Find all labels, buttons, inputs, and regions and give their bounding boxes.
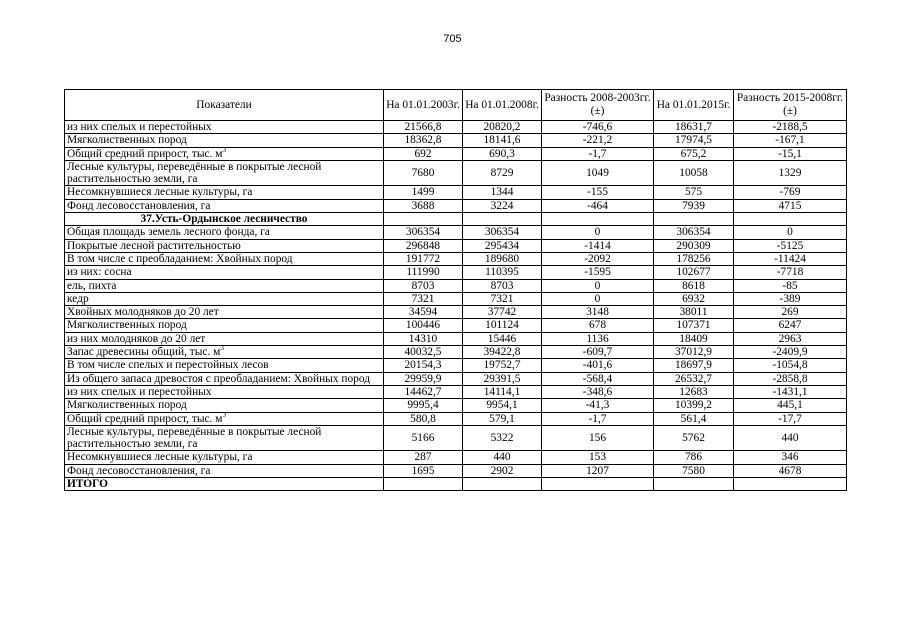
value-cell: 10399,2: [654, 399, 734, 412]
indicator-label: Покрытые лесной растительностью: [67, 239, 241, 252]
table-row: [65, 134, 847, 147]
table-cell: [463, 478, 542, 491]
indicator-label: Общая площадь земель лесного фонда, га: [67, 226, 270, 239]
value-cell: 1136: [542, 332, 654, 345]
value-cell: 14462,7: [384, 385, 463, 398]
value-cell: 5762: [654, 425, 734, 451]
value-cell: 4678: [734, 464, 847, 477]
table-cell: [542, 213, 654, 226]
value-cell: 306354: [384, 226, 463, 239]
value-cell: 37742: [463, 306, 542, 319]
value-cell: 178256: [654, 252, 734, 265]
table-cell: [384, 213, 463, 226]
value-cell: 287: [384, 451, 463, 464]
value-cell: -2188,5: [734, 121, 847, 134]
value-cell: 102677: [654, 266, 734, 279]
row-indicator: [65, 372, 384, 385]
header-indicator: Показатели: [65, 90, 384, 121]
value-cell: 29959,9: [384, 372, 463, 385]
indicator-label: Несомкнувшиеся лесные культуры, га: [67, 451, 253, 464]
row-indicator: [65, 451, 384, 464]
total-label: ИТОГО: [65, 478, 384, 491]
value-cell: -221,2: [542, 134, 654, 147]
header-2015: На 01.01.2015г.: [654, 90, 734, 121]
row-indicator: [65, 199, 384, 212]
row-indicator: [65, 359, 384, 372]
table-row: [65, 292, 847, 305]
table-body-part2: [65, 226, 847, 478]
value-cell: 189680: [463, 252, 542, 265]
indicator-label: Запас древесины общий, тыс. м: [67, 346, 221, 359]
header-2008: На 01.01.2008г.: [463, 90, 542, 121]
value-cell: -389: [734, 292, 847, 305]
value-cell: 1329: [734, 160, 847, 186]
row-indicator: [65, 332, 384, 345]
value-cell: 786: [654, 451, 734, 464]
value-cell: 14114,1: [463, 385, 542, 398]
value-cell: 690,3: [463, 147, 542, 160]
value-cell: -85: [734, 279, 847, 292]
table-cell: [384, 478, 463, 491]
table-cell: [463, 213, 542, 226]
value-cell: 6932: [654, 292, 734, 305]
row-indicator: [65, 160, 384, 186]
value-cell: 17974,5: [654, 134, 734, 147]
value-cell: -348,6: [542, 385, 654, 398]
section-header: [65, 213, 847, 226]
value-cell: 10058: [654, 160, 734, 186]
value-cell: -41,3: [542, 399, 654, 412]
total-row: [65, 478, 847, 491]
value-cell: 579,1: [463, 412, 542, 425]
row-indicator: [65, 306, 384, 319]
table-row: [65, 239, 847, 252]
value-cell: 1207: [542, 464, 654, 477]
value-cell: 7580: [654, 464, 734, 477]
table-row: [65, 186, 847, 199]
value-cell: -769: [734, 186, 847, 199]
indicator-label: Общий средний прирост, тыс. м: [67, 147, 223, 160]
value-cell: 19752,7: [463, 359, 542, 372]
table-body-part1: [65, 121, 847, 213]
table-row: [65, 385, 847, 398]
indicator-label: из них: сосна: [67, 266, 132, 279]
value-cell: 580,8: [384, 412, 463, 425]
value-cell: -2409,9: [734, 346, 847, 359]
table-cell: [654, 478, 734, 491]
indicator-label: из них спелых и перестойных: [67, 121, 212, 133]
unit-superscript: 3: [220, 344, 224, 353]
value-cell: 18362,8: [384, 134, 463, 147]
indicator-label: Из общего запаса древостоя с преобладанием: Хвойных пород: [67, 372, 371, 385]
value-cell: 107371: [654, 319, 734, 332]
section-row: [65, 213, 847, 226]
table-row: [65, 359, 847, 372]
indicator-label: Фонд лесовосстановления, га: [67, 199, 211, 212]
row-indicator: [65, 266, 384, 279]
value-cell: 1049: [542, 160, 654, 186]
value-cell: 34594: [384, 306, 463, 319]
value-cell: 40032,5: [384, 346, 463, 359]
row-indicator: [65, 121, 384, 134]
value-cell: 3148: [542, 306, 654, 319]
unit-superscript: 3: [222, 410, 226, 419]
value-cell: 575: [654, 186, 734, 199]
value-cell: 156: [542, 425, 654, 451]
table-cell: [542, 478, 654, 491]
value-cell: -1054,8: [734, 359, 847, 372]
value-cell: 29391,5: [463, 372, 542, 385]
row-indicator: [65, 346, 384, 359]
value-cell: 110395: [463, 266, 542, 279]
value-cell: -1414: [542, 239, 654, 252]
header-2003: На 01.01.2003г.: [384, 90, 463, 121]
value-cell: 296848: [384, 239, 463, 252]
total-section: [65, 478, 847, 491]
table-row: [65, 226, 847, 239]
value-cell: 0: [542, 279, 654, 292]
value-cell: 290309: [654, 239, 734, 252]
table-cell: [734, 213, 847, 226]
row-indicator: [65, 319, 384, 332]
value-cell: 7680: [384, 160, 463, 186]
table-row: [65, 306, 847, 319]
indicator-label: Мягколиственных пород: [67, 399, 187, 412]
value-cell: 8729: [463, 160, 542, 186]
value-cell: 8703: [384, 279, 463, 292]
row-indicator: [65, 279, 384, 292]
value-cell: 153: [542, 451, 654, 464]
value-cell: -167,1: [734, 134, 847, 147]
value-cell: 18409: [654, 332, 734, 345]
value-cell: -1431,1: [734, 385, 847, 398]
value-cell: -464: [542, 199, 654, 212]
value-cell: 14310: [384, 332, 463, 345]
value-cell: -155: [542, 186, 654, 199]
value-cell: 4715: [734, 199, 847, 212]
table-row: [65, 399, 847, 412]
value-cell: 678: [542, 319, 654, 332]
value-cell: 440: [734, 425, 847, 451]
table-row: [65, 372, 847, 385]
indicator-label: Мягколиственных пород: [67, 319, 187, 332]
table-cell: [654, 213, 734, 226]
table-row: [65, 451, 847, 464]
value-cell: -7718: [734, 266, 847, 279]
value-cell: 26532,7: [654, 372, 734, 385]
value-cell: -609,7: [542, 346, 654, 359]
value-cell: 5322: [463, 425, 542, 451]
value-cell: 269: [734, 306, 847, 319]
header-row: [65, 90, 847, 121]
indicator-label: Фонд лесовосстановления, га: [67, 464, 211, 477]
row-indicator: [65, 226, 384, 239]
value-cell: 346: [734, 451, 847, 464]
value-cell: 0: [734, 226, 847, 239]
value-cell: 18631,7: [654, 121, 734, 134]
value-cell: 1695: [384, 464, 463, 477]
value-cell: -17,7: [734, 412, 847, 425]
header-diff-2008-2003: Разность 2008-2003гг. (±): [542, 90, 654, 121]
value-cell: 9954,1: [463, 399, 542, 412]
row-indicator: [65, 239, 384, 252]
value-cell: -11424: [734, 252, 847, 265]
value-cell: -568,4: [542, 372, 654, 385]
table-row: [65, 346, 847, 359]
value-cell: 445,1: [734, 399, 847, 412]
value-cell: 21566,8: [384, 121, 463, 134]
row-indicator: [65, 412, 384, 425]
indicator-label: Мягколиственных пород: [67, 134, 187, 147]
row-indicator: [65, 147, 384, 160]
indicator-label: В том числе спелых и перестойных лесов: [67, 359, 269, 372]
value-cell: -5125: [734, 239, 847, 252]
indicator-label: Общий средний прирост, тыс. м: [67, 412, 223, 425]
value-cell: 15446: [463, 332, 542, 345]
value-cell: 306354: [654, 226, 734, 239]
value-cell: -2858,8: [734, 372, 847, 385]
unit-superscript: 3: [222, 145, 226, 154]
value-cell: -1595: [542, 266, 654, 279]
value-cell: 692: [384, 147, 463, 160]
value-cell: 0: [542, 226, 654, 239]
row-indicator: [65, 186, 384, 199]
value-cell: -401,6: [542, 359, 654, 372]
value-cell: 7939: [654, 199, 734, 212]
value-cell: 306354: [463, 226, 542, 239]
value-cell: 440: [463, 451, 542, 464]
indicator-label: Хвойных молодняков до 20 лет: [67, 306, 219, 319]
value-cell: 101124: [463, 319, 542, 332]
table-row: [65, 464, 847, 477]
table-row: [65, 332, 847, 345]
value-cell: 100446: [384, 319, 463, 332]
value-cell: -746,6: [542, 121, 654, 134]
value-cell: 38011: [654, 306, 734, 319]
table-row: [65, 160, 847, 186]
indicator-label: из них молодняков до 20 лет: [67, 332, 206, 345]
indicator-label: Лесные культуры, переведённые в покрытые лесной растительностью земли, га: [67, 160, 322, 186]
row-indicator: [65, 252, 384, 265]
value-cell: 2902: [463, 464, 542, 477]
value-cell: 1344: [463, 186, 542, 199]
forestry-indicators-table: [64, 89, 847, 491]
value-cell: 191772: [384, 252, 463, 265]
indicator-label: ель, пихта: [67, 279, 117, 292]
value-cell: 6247: [734, 319, 847, 332]
table-row: [65, 147, 847, 160]
value-cell: 8703: [463, 279, 542, 292]
value-cell: 3688: [384, 199, 463, 212]
section-title: 37.Усть-Ордынское лесничество: [65, 213, 384, 226]
value-cell: 561,4: [654, 412, 734, 425]
table-row: [65, 319, 847, 332]
value-cell: 295434: [463, 239, 542, 252]
indicator-label: Несомкнувшиеся лесные культуры, га: [67, 186, 253, 199]
table-row: [65, 199, 847, 212]
row-indicator: [65, 385, 384, 398]
value-cell: 2963: [734, 332, 847, 345]
table-row: [65, 412, 847, 425]
table-cell: [734, 478, 847, 491]
value-cell: -2092: [542, 252, 654, 265]
row-indicator: [65, 425, 384, 451]
table-row: [65, 425, 847, 451]
value-cell: 1499: [384, 186, 463, 199]
value-cell: 18697,9: [654, 359, 734, 372]
indicator-label: В том числе с преобладанием: Хвойных пород: [67, 252, 293, 265]
value-cell: -1,7: [542, 147, 654, 160]
row-indicator: [65, 464, 384, 477]
value-cell: 20820,2: [463, 121, 542, 134]
value-cell: 7321: [384, 292, 463, 305]
row-indicator: [65, 292, 384, 305]
value-cell: 3224: [463, 199, 542, 212]
value-cell: 12683: [654, 385, 734, 398]
indicator-label: кедр: [67, 292, 89, 305]
table-row: [65, 279, 847, 292]
value-cell: 8618: [654, 279, 734, 292]
value-cell: 20154,3: [384, 359, 463, 372]
value-cell: 5166: [384, 425, 463, 451]
indicator-label: Лесные культуры, переведённые в покрытые лесной растительностью земли, га: [67, 425, 322, 451]
indicator-label: из них спелых и перестойных: [67, 385, 212, 398]
table-row: [65, 266, 847, 279]
table-row: [65, 121, 847, 134]
table-header: [65, 90, 847, 121]
value-cell: -15,1: [734, 147, 847, 160]
value-cell: -1,7: [542, 412, 654, 425]
value-cell: 111990: [384, 266, 463, 279]
value-cell: 18141,6: [463, 134, 542, 147]
value-cell: 7321: [463, 292, 542, 305]
value-cell: 9995,4: [384, 399, 463, 412]
table-row: [65, 252, 847, 265]
value-cell: 39422,8: [463, 346, 542, 359]
value-cell: 0: [542, 292, 654, 305]
value-cell: 37012,9: [654, 346, 734, 359]
value-cell: 675,2: [654, 147, 734, 160]
page-number: 705: [443, 33, 462, 45]
header-diff-2015-2008: Разность 2015-2008гг. (±): [734, 90, 847, 121]
